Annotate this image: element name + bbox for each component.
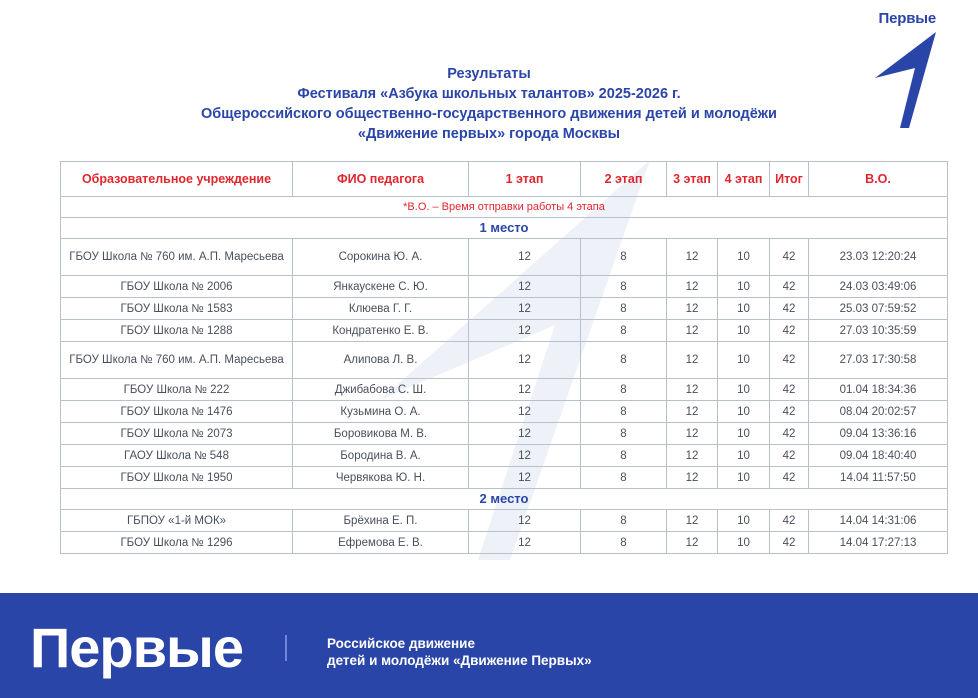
cell-total: 42 (770, 342, 809, 379)
cell-school: ГБОУ Школа № 2006 (61, 276, 293, 298)
cell-stage-3: 12 (667, 467, 718, 489)
cell-stage-1: 12 (469, 320, 581, 342)
cell-stage-1: 12 (469, 276, 581, 298)
header-total: Итог (770, 162, 809, 197)
title-line-1: Результаты (447, 66, 531, 82)
cell-stage-1: 12 (469, 423, 581, 445)
cell-stage-3: 12 (667, 532, 718, 554)
cell-teacher: Червякова Ю. Н. (293, 467, 469, 489)
cell-stage-1: 12 (469, 510, 581, 532)
table-note-row (61, 197, 948, 218)
cell-school: ГБОУ Школа № 1583 (61, 298, 293, 320)
footer-divider (285, 635, 287, 661)
cell-stage-1: 12 (469, 239, 581, 276)
cell-stage-2: 8 (581, 510, 667, 532)
cell-teacher: Брёхина Е. П. (293, 510, 469, 532)
section-label: 2 место (61, 489, 948, 510)
header-school: Образовательное учреждение (61, 162, 293, 197)
page-title (0, 64, 978, 144)
cell-stage-4: 10 (718, 467, 770, 489)
cell-total: 42 (770, 276, 809, 298)
section-row (61, 218, 948, 239)
cell-time: 27.03 10:35:59 (809, 320, 948, 342)
cell-time: 23.03 12:20:24 (809, 239, 948, 276)
cell-total: 42 (770, 467, 809, 489)
cell-stage-2: 8 (581, 445, 667, 467)
footer-tagline-line-2: детей и молодёжи «Движение Первых» (327, 653, 592, 668)
cell-stage-3: 12 (667, 298, 718, 320)
cell-teacher: Боровикова М. В. (293, 423, 469, 445)
cell-school: ГБОУ Школа № 760 им. А.П. Маресьева (61, 239, 293, 276)
cell-total: 42 (770, 298, 809, 320)
cell-teacher: Клюева Г. Г. (293, 298, 469, 320)
table-note: *В.О. – Время отправки работы 4 этапа (61, 197, 948, 218)
cell-stage-2: 8 (581, 276, 667, 298)
cell-stage-4: 10 (718, 276, 770, 298)
table-row (61, 342, 948, 379)
cell-stage-4: 10 (718, 379, 770, 401)
cell-school: ГБПОУ «1-й МОК» (61, 510, 293, 532)
cell-stage-2: 8 (581, 467, 667, 489)
cell-stage-1: 12 (469, 342, 581, 379)
header-time: В.О. (809, 162, 948, 197)
cell-stage-3: 12 (667, 276, 718, 298)
cell-stage-2: 8 (581, 239, 667, 276)
header-stage-4: 4 этап (718, 162, 770, 197)
cell-time: 27.03 17:30:58 (809, 342, 948, 379)
cell-school: ГАОУ Школа № 548 (61, 445, 293, 467)
title-line-2: Фестиваля «Азбука школьных талантов» 2025-2026 г. (297, 86, 681, 102)
table-row (61, 510, 948, 532)
cell-time: 08.04 20:02:57 (809, 401, 948, 423)
cell-total: 42 (770, 401, 809, 423)
table-row (61, 445, 948, 467)
cell-stage-2: 8 (581, 423, 667, 445)
cell-stage-1: 12 (469, 401, 581, 423)
cell-stage-4: 10 (718, 298, 770, 320)
cell-stage-2: 8 (581, 401, 667, 423)
cell-total: 42 (770, 510, 809, 532)
cell-teacher: Бородина В. А. (293, 445, 469, 467)
table-row (61, 379, 948, 401)
cell-time: 14.04 11:57:50 (809, 467, 948, 489)
table-row (61, 298, 948, 320)
table-row (61, 423, 948, 445)
table-row (61, 239, 948, 276)
cell-stage-4: 10 (718, 342, 770, 379)
cell-school: ГБОУ Школа № 1288 (61, 320, 293, 342)
cell-stage-2: 8 (581, 532, 667, 554)
footer-tagline (327, 635, 592, 669)
cell-stage-1: 12 (469, 298, 581, 320)
cell-time: 14.04 17:27:13 (809, 532, 948, 554)
cell-teacher: Сорокина Ю. А. (293, 239, 469, 276)
cell-stage-3: 12 (667, 320, 718, 342)
cell-school: ГБОУ Школа № 2073 (61, 423, 293, 445)
cell-teacher: Кузьмина О. А. (293, 401, 469, 423)
section-row (61, 489, 948, 510)
cell-teacher: Кондратенко Е. В. (293, 320, 469, 342)
table-row (61, 320, 948, 342)
cell-time: 24.03 03:49:06 (809, 276, 948, 298)
cell-stage-2: 8 (581, 342, 667, 379)
cell-teacher: Джибабова С. Ш. (293, 379, 469, 401)
cell-school: ГБОУ Школа № 1296 (61, 532, 293, 554)
cell-stage-1: 12 (469, 445, 581, 467)
cell-stage-3: 12 (667, 239, 718, 276)
table-row (61, 532, 948, 554)
logo-word: Первые (878, 10, 936, 27)
cell-teacher: Алипова Л. В. (293, 342, 469, 379)
cell-time: 01.04 18:34:36 (809, 379, 948, 401)
cell-stage-1: 12 (469, 532, 581, 554)
cell-teacher: Янкаускене С. Ю. (293, 276, 469, 298)
cell-stage-2: 8 (581, 298, 667, 320)
cell-stage-3: 12 (667, 423, 718, 445)
cell-stage-4: 10 (718, 320, 770, 342)
header-stage-3: 3 этап (667, 162, 718, 197)
section-label: 1 место (61, 218, 948, 239)
cell-time: 09.04 13:36:16 (809, 423, 948, 445)
cell-stage-4: 10 (718, 239, 770, 276)
cell-stage-3: 12 (667, 342, 718, 379)
cell-school: ГБОУ Школа № 222 (61, 379, 293, 401)
table-row (61, 276, 948, 298)
cell-time: 09.04 18:40:40 (809, 445, 948, 467)
cell-total: 42 (770, 445, 809, 467)
footer-tagline-line-1: Российское движение (327, 636, 475, 651)
cell-stage-2: 8 (581, 379, 667, 401)
cell-time: 25.03 07:59:52 (809, 298, 948, 320)
table-header-row (61, 162, 948, 197)
cell-stage-4: 10 (718, 510, 770, 532)
cell-school: ГБОУ Школа № 1950 (61, 467, 293, 489)
cell-stage-3: 12 (667, 379, 718, 401)
cell-stage-4: 10 (718, 401, 770, 423)
cell-total: 42 (770, 423, 809, 445)
title-line-4: «Движение первых» города Москвы (357, 126, 621, 142)
footer-banner (0, 593, 978, 698)
cell-stage-4: 10 (718, 532, 770, 554)
cell-total: 42 (770, 532, 809, 554)
header-stage-2: 2 этап (581, 162, 667, 197)
cell-total: 42 (770, 320, 809, 342)
cell-stage-3: 12 (667, 401, 718, 423)
header-teacher: ФИО педагога (293, 162, 469, 197)
cell-total: 42 (770, 239, 809, 276)
results-table (60, 161, 947, 554)
footer-brand: Первые (30, 616, 243, 679)
cell-stage-3: 12 (667, 445, 718, 467)
cell-stage-3: 12 (667, 510, 718, 532)
cell-stage-1: 12 (469, 467, 581, 489)
cell-stage-1: 12 (469, 379, 581, 401)
cell-teacher: Ефремова Е. В. (293, 532, 469, 554)
cell-total: 42 (770, 379, 809, 401)
cell-school: ГБОУ Школа № 760 им. А.П. Маресьева (61, 342, 293, 379)
title-line-3: Общероссийского общественно-государственного движения детей и молодёжи (201, 106, 777, 122)
cell-school: ГБОУ Школа № 1476 (61, 401, 293, 423)
header-stage-1: 1 этап (469, 162, 581, 197)
cell-stage-4: 10 (718, 445, 770, 467)
table-row (61, 401, 948, 423)
cell-stage-4: 10 (718, 423, 770, 445)
cell-time: 14.04 14:31:06 (809, 510, 948, 532)
table-row (61, 467, 948, 489)
cell-stage-2: 8 (581, 320, 667, 342)
